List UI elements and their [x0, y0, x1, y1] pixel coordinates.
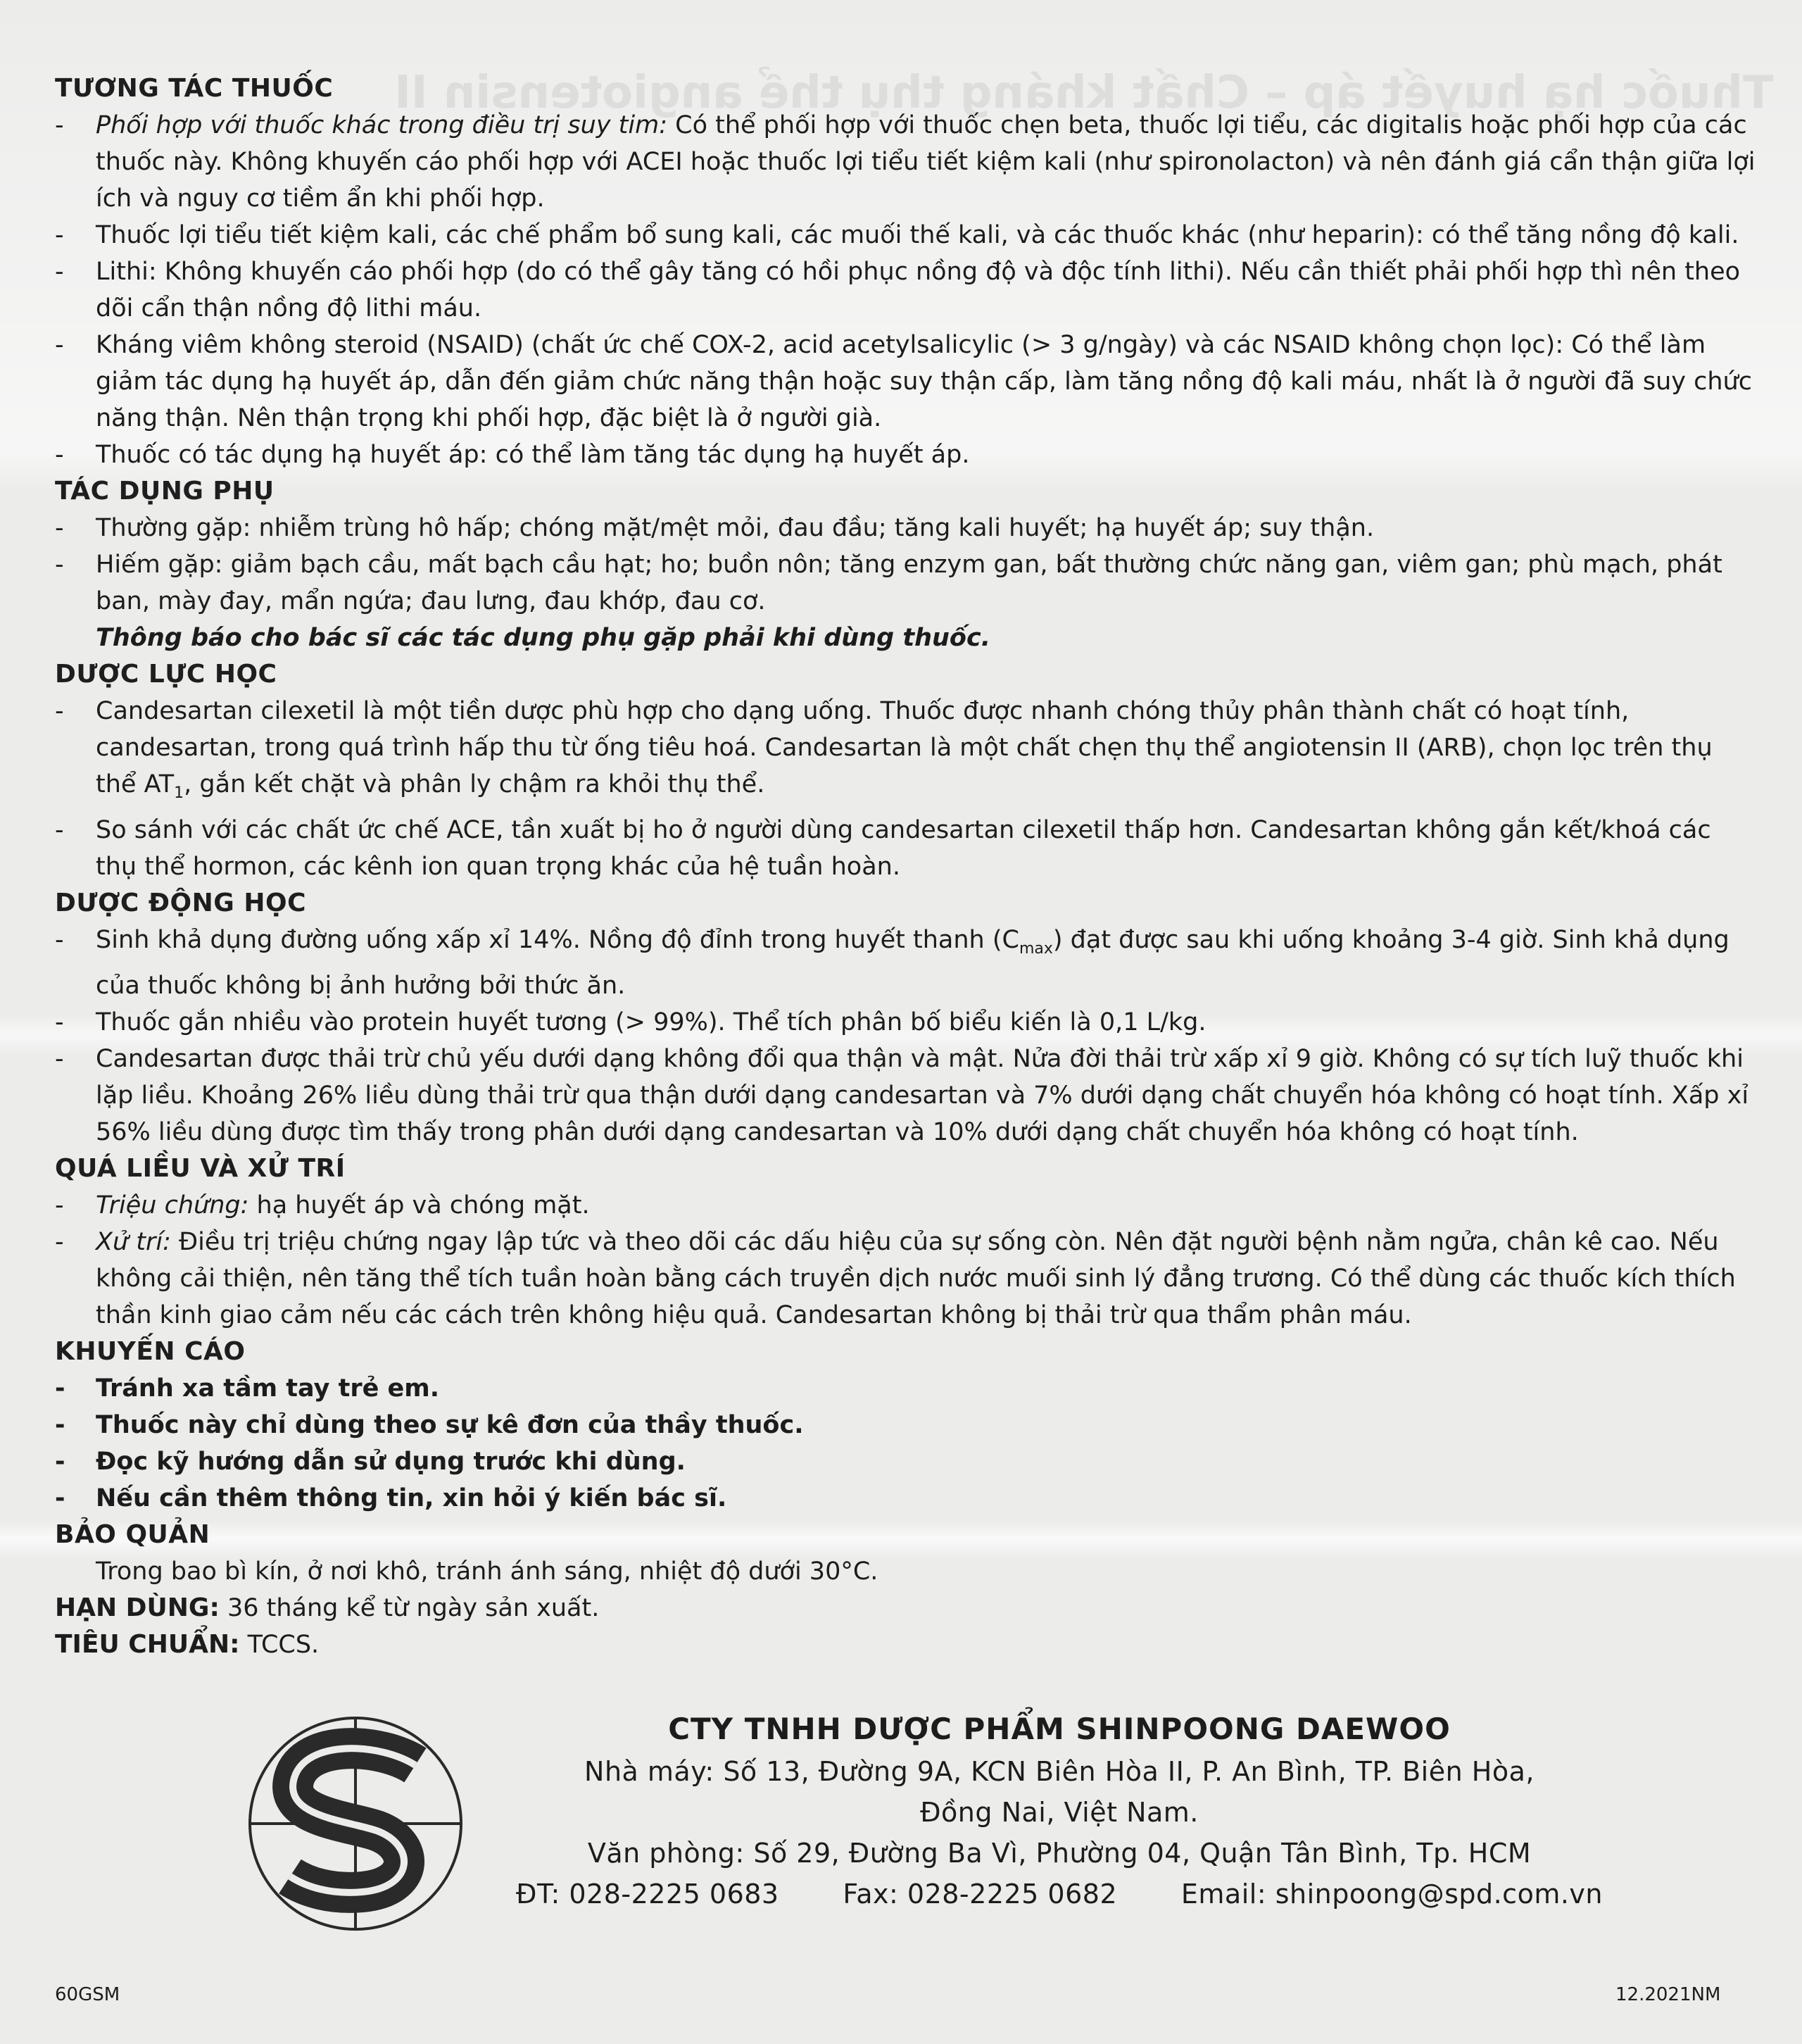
bullet-dash: -	[55, 1228, 64, 1256]
subscript: 1	[174, 784, 184, 802]
item-text: Điều trị triệu chứng ngay lập tức và theo dõi các dấu hiệu của sự sống còn. Nên đặt người bệnh nằm ngửa, chân kê cao. Nếu không cải thiện, nên tăng thể tích tuần hoàn bằng cách truyền dịch nước muối sinh lý đẳng trương. Có thể dùng các thuốc kích thích thần kinh giao cảm nếu các cách trên không hiệu quả. Candesartan không bị thải trừ qua thẩm phân máu.	[96, 1228, 1736, 1329]
bullet-dash: -	[55, 1374, 65, 1403]
item-text: Tránh xa tầm tay trẻ em.	[96, 1374, 440, 1403]
bullet-dash: -	[55, 816, 64, 844]
item-text: ) đạt được sau khi uống khoảng 3-4 giờ. Sinh khả dụng của thuốc không bị ảnh hưởng bởi thức ăn.	[96, 926, 1729, 1000]
bullet-dash: -	[55, 551, 64, 579]
bullet-dash: -	[55, 1008, 64, 1036]
item-text: Thuốc lợi tiểu tiết kiệm kali, các chế phẩm bổ sung kali, các muối thế kali, và các thuốc khác (như heparin): có thể tăng nồng độ kali.	[96, 221, 1739, 249]
manufacturer-block	[239, 1707, 1603, 1933]
bullet-dash: -	[55, 221, 64, 249]
bleed-through-text: Thuốc hạ huyết áp – Chất kháng thụ thể angiotensin II	[394, 67, 1774, 119]
item-text: Candesartan được thải trừ chủ yếu dưới dạng không đổi qua thận và mật. Nửa đời thải trừ xấp xỉ 9 giờ. Không có sự tích luỹ thuốc khi lặp liều. Khoảng 26% liều dùng thải trừ qua thận dưới dạng candesartan và 7% dưới dạng chất chuyển hóa không có hoạt tính. Xấp xỉ 56% liều dùng được tìm thấy trong phân dưới dạng candesartan và 10% dưới dạng chất chuyển hóa không có hoạt tính.	[96, 1045, 1749, 1146]
company-name: CTY TNHH DƯỢC PHẨM SHINPOONG DAEWOO	[668, 1712, 1451, 1746]
bullet-dash: -	[55, 441, 64, 469]
bullet-dash: -	[55, 1484, 65, 1512]
shelf-life-value: 36 tháng kể từ ngày sản xuất.	[219, 1594, 600, 1622]
subscript: max	[1019, 940, 1053, 958]
item-lead: Xử trí:	[96, 1228, 171, 1256]
factory-address-line2: Đồng Nai, Việt Nam.	[920, 1797, 1199, 1828]
standard-label: TIÊU CHUẨN:	[55, 1630, 240, 1659]
section-title-pharmacokinetics: DƯỢC ĐỘNG HỌC	[55, 889, 306, 917]
section-title-storage: BẢO QUẢN	[55, 1520, 210, 1549]
shelf-life-label: HẠN DÙNG:	[55, 1593, 220, 1622]
list-item	[55, 922, 1758, 1004]
list-item	[55, 437, 1758, 473]
list-item	[55, 107, 1758, 217]
list-item	[55, 1004, 1758, 1041]
standard-value: TCCS.	[239, 1631, 320, 1659]
item-text: So sánh với các chất ức chế ACE, tần xuất bị ho ở người dùng candesartan cilexetil thấp hơn. Candesartan không gắn kết/khoá các thụ thể hormon, các kênh ion quan trọng khác của hệ tuần hoàn.	[96, 816, 1711, 881]
storage-text: Trong bao bì kín, ở nơi khô, tránh ánh sáng, nhiệt độ dưới 30°C.	[96, 1557, 878, 1586]
item-text: Hiếm gặp: giảm bạch cầu, mất bạch cầu hạt; ho; buồn nôn; tăng enzym gan, bất thường chức năng gan, viêm gan; phù mạch, phát ban, mày đay, mẩn ngứa; đau lưng, đau khớp, đau cơ.	[96, 551, 1722, 615]
list-item	[55, 693, 1758, 812]
list-item	[55, 1187, 1758, 1224]
list-item	[55, 1480, 1758, 1517]
item-text: Thuốc này chỉ dùng theo sự kê đơn của thầy thuốc.	[96, 1411, 804, 1439]
section-title-side-effects: TÁC DỤNG PHỤ	[55, 477, 275, 506]
standard	[55, 1626, 1758, 1663]
bullet-dash: -	[55, 697, 64, 725]
leaflet-content	[55, 70, 1758, 1663]
item-text: Thường gặp: nhiễm trùng hô hấp; chóng mặt/mệt mỏi, đau đầu; tăng kali huyết; hạ huyết áp; suy thận.	[96, 514, 1375, 542]
item-text: Thuốc gắn nhiều vào protein huyết tương (> 99%). Thể tích phân bố biểu kiến là 0,1 L/kg.	[96, 1008, 1206, 1036]
item-text: Thuốc có tác dụng hạ huyết áp: có thể làm tăng tác dụng hạ huyết áp.	[96, 441, 970, 469]
paper-grade: 60GSM	[55, 1984, 120, 2005]
bullet-dash: -	[55, 1448, 65, 1476]
item-text: Kháng viêm không steroid (NSAID) (chất ức chế COX-2, acid acetylsalicylic (> 3 g/ngày) và các NSAID không chọn lọc): Có thể làm giảm tác dụng hạ huyết áp, dẫn đến giảm chức năng thận hoặc suy thận cấp, làm tăng nồng độ kali máu, nhất là ở người đã suy chức năng thận. Nên thận trọng khi phối hợp, đặc biệt là ở người già.	[96, 331, 1752, 432]
item-text: Sinh khả dụng đường uống xấp xỉ 14%. Nồng độ đỉnh trong huyết thanh (C	[96, 926, 1019, 954]
contact-row	[496, 1874, 1623, 1914]
section-title-warnings: KHUYẾN CÁO	[55, 1337, 246, 1366]
shelf-life	[55, 1590, 1758, 1626]
list-item	[55, 1443, 1758, 1480]
item-lead: Phối hợp với thuốc khác trong điều trị suy tim:	[96, 111, 667, 139]
list-item	[55, 510, 1758, 546]
company-info	[496, 1707, 1623, 1914]
section-title-pharmacodynamics: DƯỢC LỰC HỌC	[55, 660, 277, 689]
section-title-overdose: QUÁ LIỀU VÀ XỬ TRÍ	[55, 1154, 346, 1183]
list-item	[55, 546, 1758, 620]
bullet-dash: -	[55, 1045, 64, 1073]
list-item	[55, 1041, 1758, 1150]
item-text: Lithi: Không khuyến cáo phối hợp (do có thể gây tăng có hồi phục nồng độ và độc tính lithi). Nếu cần thiết phải phối hợp thì nên theo dõi cẩn thận nồng độ lithi máu.	[96, 258, 1741, 322]
office-address: Văn phòng: Số 29, Đường Ba Vì, Phường 04, Quận Tân Bình, Tp. HCM	[587, 1838, 1532, 1869]
item-text: Có thể phối hợp với thuốc chẹn beta, thuốc lợi tiểu, các digitalis hoặc phối hợp của các thuốc này. Không khuyến cáo phối hợp với ACEI hoặc thuốc lợi tiểu tiết kiệm kali (như spironolacton) và nên đánh giá cẩn thận giữa lợi ích và nguy cơ tiềm ẩn khi phối hợp.	[96, 111, 1756, 213]
item-text: Candesartan cilexetil là một tiền dược phù hợp cho dạng uống. Thuốc được nhanh chóng thủy phân thành chất có hoạt tính, candesartan, trong quá trình hấp thu từ ống tiêu hoá. Candesartan là một chất chẹn thụ thể angiotensin II (ARB), chọn lọc trên thụ thể AT	[96, 697, 1713, 798]
phone-number: ĐT: 028-2225 0683	[516, 1879, 779, 1910]
item-lead: Triệu chứng:	[96, 1191, 249, 1219]
list-item	[55, 812, 1758, 885]
bullet-dash: -	[55, 1411, 65, 1439]
item-text: , gắn kết chặt và phân ly chậm ra khỏi thụ thể.	[184, 770, 765, 798]
bullet-dash: -	[55, 514, 64, 542]
fax-number: Fax: 028-2225 0682	[843, 1879, 1118, 1910]
list-item	[55, 1224, 1758, 1334]
bullet-dash: -	[55, 258, 64, 286]
list-item	[55, 217, 1758, 253]
item-text: Đọc kỹ hướng dẫn sử dụng trước khi dùng.	[96, 1448, 686, 1476]
list-item	[55, 253, 1758, 327]
company-logo-icon	[239, 1707, 472, 1940]
list-item	[55, 1370, 1758, 1407]
factory-address: Nhà máy: Số 13, Đường 9A, KCN Biên Hòa II, P. An Bình, TP. Biên Hòa,	[584, 1756, 1535, 1787]
list-item	[55, 1407, 1758, 1443]
bullet-dash: -	[55, 926, 64, 954]
item-text: hạ huyết áp và chóng mặt.	[248, 1191, 590, 1219]
bullet-dash: -	[55, 111, 64, 139]
revision-code: 12.2021NM	[1615, 1984, 1721, 2005]
list-item	[55, 327, 1758, 437]
bullet-dash: -	[55, 331, 64, 359]
side-effects-notice: Thông báo cho bác sĩ các tác dụng phụ gặp phải khi dùng thuốc.	[96, 624, 991, 652]
bullet-dash: -	[55, 1191, 64, 1219]
email-address: Email: shinpoong@spd.com.vn	[1180, 1879, 1603, 1910]
item-text: Nếu cần thêm thông tin, xin hỏi ý kiến bác sĩ.	[96, 1484, 727, 1512]
section-title-interactions: TƯƠNG TÁC THUỐC	[55, 74, 334, 103]
